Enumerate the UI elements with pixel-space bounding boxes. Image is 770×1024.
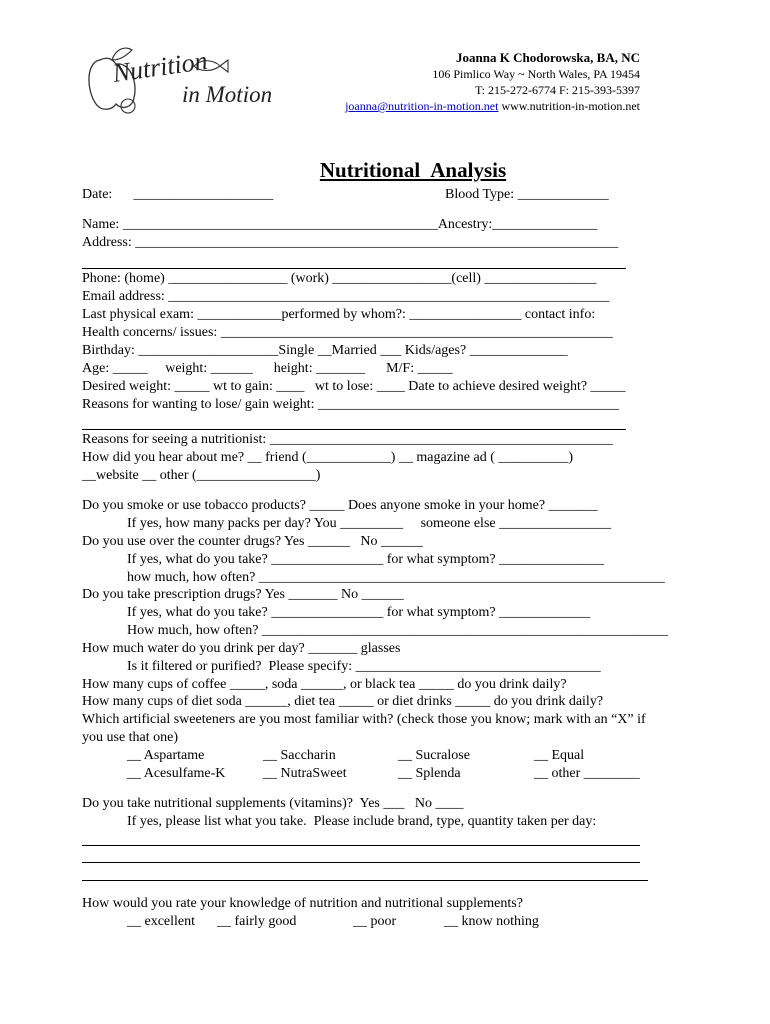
email-link[interactable]: joanna@nutrition-in-motion.net — [345, 99, 499, 113]
address-continuation-rule[interactable] — [82, 268, 626, 269]
rating-poor[interactable]: __ poor — [353, 914, 397, 929]
packs-per-day-line[interactable]: If yes, how many packs per day? You _________ someone else ________________ — [127, 516, 612, 531]
option-nutrasweet[interactable]: __ NutraSweet — [263, 766, 347, 781]
phone-line[interactable]: Phone: (home) _________________ (work) _________________(cell) ________________ — [82, 271, 597, 286]
sweeteners-question: Which artificial sweeteners are you most familiar with? (check those you know; mark with an “X” if — [82, 712, 646, 727]
supplements-line[interactable]: Do you take nutritional supplements (vitamins)? Yes ___ No ____ — [82, 796, 464, 811]
otc-drugs-line[interactable]: Do you use over the counter drugs? Yes ______ No ______ — [82, 534, 424, 549]
prescription-how-often-line[interactable]: How much, how often? __________________________________________________________ — [127, 623, 668, 638]
diet-drinks-line[interactable]: How many cups of diet soda ______, diet tea _____ or diet drinks _____ do you drink daily? — [82, 694, 604, 709]
rating-fairly-good[interactable]: __ fairly good — [217, 914, 297, 929]
age-weight-line[interactable]: Age: _____ weight: ______ height: _______ M/F: _____ — [82, 361, 453, 376]
rating-know-nothing[interactable]: __ know nothing — [444, 914, 539, 929]
desired-weight-line[interactable]: Desired weight: _____ wt to gain: ____ wt to lose: ____ Date to achieve desired weight? _____ — [82, 379, 626, 394]
weight-reasons-continuation-rule[interactable] — [82, 429, 626, 430]
water-line[interactable]: How much water do you drink per day? _______ glasses — [82, 641, 401, 656]
practitioner-phone: T: 215-272-6774 F: 215-393-5397 — [474, 83, 640, 97]
supplements-list-prompt: If yes, please list what you take. Please include brand, type, quantity taken per day: — [127, 814, 597, 829]
logo-text-in-motion: in Motion — [182, 82, 273, 107]
weight-reasons-line[interactable]: Reasons for wanting to lose/ gain weight: ___________________________________________ — [82, 397, 620, 412]
prescription-what-line[interactable]: If yes, what do you take? ________________ for what symptom? _____________ — [127, 605, 591, 620]
coffee-line[interactable]: How many cups of coffee _____, soda ______, or black tea _____ do you drink daily? — [82, 677, 567, 692]
supplements-answer-rule-3[interactable] — [82, 880, 648, 881]
referral-line[interactable]: How did you hear about me? __ friend (____________) __ magazine ad ( __________) — [82, 450, 574, 465]
option-sucralose[interactable]: __ Sucralose — [398, 748, 470, 763]
logo-text-nutrition: Nutrition — [110, 45, 210, 88]
email-line[interactable]: Email address: _______________________________________________________________ — [82, 289, 610, 304]
filtered-line[interactable]: Is it filtered or purified? Please specify: ___________________________________ — [127, 659, 601, 674]
option-equal[interactable]: __ Equal — [534, 748, 585, 763]
option-other[interactable]: __ other ________ — [534, 766, 640, 781]
birthday-line[interactable]: Birthday: ____________________Single __Married ___ Kids/ages? ______________ — [82, 343, 568, 358]
supplements-answer-rule-2[interactable] — [82, 862, 640, 863]
health-concerns-line[interactable]: Health concerns/ issues: ________________________________________________________ — [82, 325, 613, 340]
supplements-answer-rule-1[interactable] — [82, 845, 640, 846]
option-splenda[interactable]: __ Splenda — [398, 766, 461, 781]
option-saccharin[interactable]: __ Saccharin — [263, 748, 336, 763]
nutritionist-reasons-line[interactable]: Reasons for seeing a nutritionist: _________________________________________________ — [82, 432, 613, 447]
prescription-line[interactable]: Do you take prescription drugs? Yes _______ No ______ — [82, 587, 404, 602]
practitioner-header — [345, 50, 640, 114]
address-line[interactable]: Address: _____________________________________________________________________ — [82, 235, 619, 250]
otc-how-often-line[interactable]: how much, how often? __________________________________________________________ — [127, 570, 665, 585]
smoking-line[interactable]: Do you smoke or use tobacco products? _____ Does anyone smoke in your home? _______ — [82, 498, 598, 513]
practitioner-address: 106 Pimlico Way ~ North Wales, PA 19454 — [432, 67, 640, 81]
page-title: Nutritional Analysis — [319, 158, 507, 182]
date-line[interactable]: Date: ____________________ — [82, 187, 274, 202]
otc-what-line[interactable]: If yes, what do you take? ________________ for what symptom? _______________ — [127, 552, 605, 567]
sweeteners-question-cont: you use that one) — [82, 730, 179, 745]
option-aspartame[interactable]: __ Aspartame — [127, 748, 205, 763]
nutrition-in-motion-logo — [82, 38, 282, 118]
blood-type-line[interactable]: Blood Type: _____________ — [445, 187, 609, 202]
practitioner-name: Joanna K Chodorowska, BA, NC — [456, 50, 640, 65]
name-ancestry-line[interactable]: Name: _____________________________________________Ancestry:_______________ — [82, 217, 598, 232]
option-acesulfame[interactable]: __ Acesulfame-K — [127, 766, 226, 781]
website-text: www.nutrition-in-motion.net — [501, 99, 640, 113]
referral-other-line[interactable]: __website __ other (_________________) — [82, 468, 321, 483]
rating-excellent[interactable]: __ excellent — [127, 914, 196, 929]
knowledge-question: How would you rate your knowledge of nutrition and nutritional supplements? — [82, 896, 523, 911]
physical-exam-line[interactable]: Last physical exam: ____________performed by whom?: ________________ contact info: — [82, 307, 596, 322]
